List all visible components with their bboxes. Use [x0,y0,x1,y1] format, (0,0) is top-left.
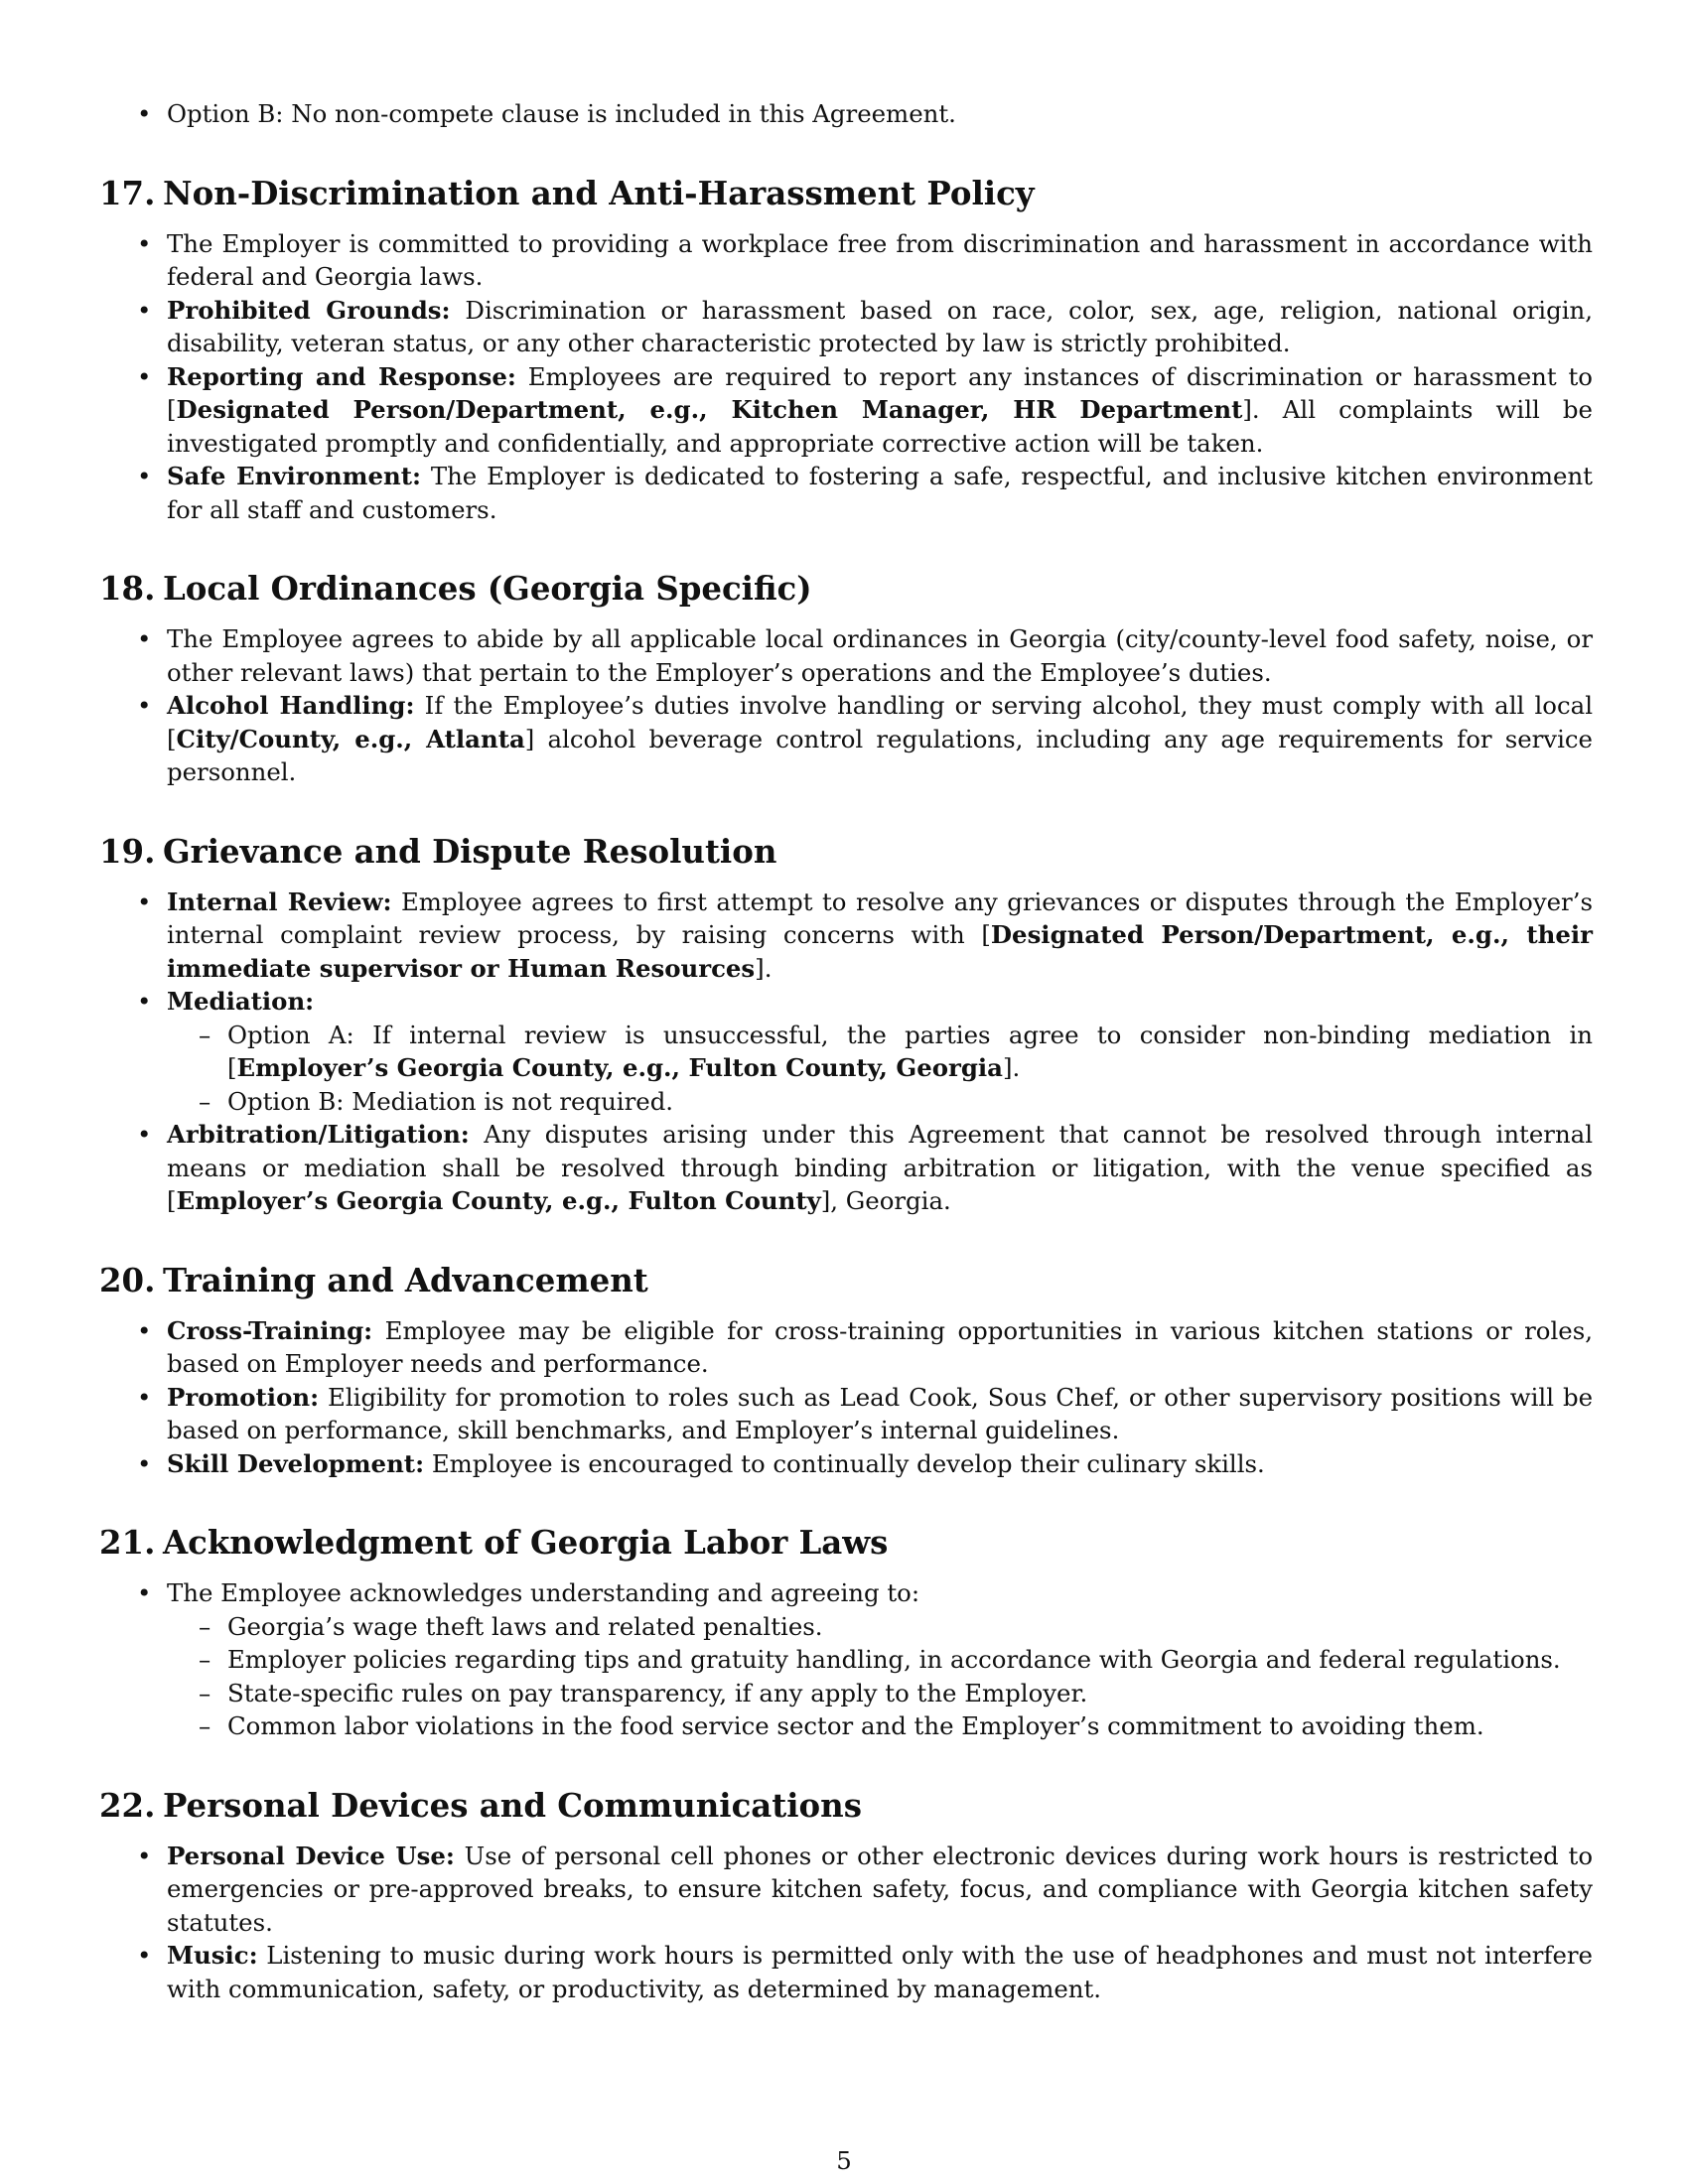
item-text: State-specific rules on pay transparency, if any apply to the Employer. [227,1678,1088,1707]
list-item [99,97,1593,131]
item-label: Music: [167,1941,258,1970]
section-title: Non-Discrimination and Anti-Harassment Policy [163,174,1035,212]
list-item [99,1939,1593,2005]
item-text: Discrimination or harassment based on race, color, sex, age, religion, national origin, disability, veteran status, or any other characteristic protected by law is strictly prohibited. [167,295,1593,357]
item-text: The Employer is committed to providing a workplace free from discrimination and harassment in accordance with federal and Georgia laws. [167,228,1593,291]
item-text: ], Georgia. [820,1186,951,1215]
sub-list-item [167,1643,1593,1677]
list-item [99,1447,1593,1481]
item-label: Reporting and Response: [167,361,516,391]
placeholder-text: City/County, e.g., Atlanta [176,724,525,753]
item-text: Employee agrees to first attempt to resolve any grievances or disputes through the Employer’s internal complaint review process, by raising concerns with [ [167,887,1593,949]
item-label: Mediation: [167,987,315,1016]
section-title: Local Ordinances (Georgia Specific) [163,570,812,608]
section-heading-18 [99,569,1593,609]
section-17-list [99,227,1593,527]
section-heading-22 [99,1786,1593,1826]
section-title: Grievance and Dispute Resolution [163,832,777,871]
section-title: Training and Advancement [163,1261,648,1299]
item-label: Skill Development: [167,1448,425,1478]
item-text: ] alcohol beverage control regulations, including any age requirements for service personnel. [167,724,1593,786]
item-text: Any disputes arising under this Agreement that cannot be resolved through internal means or mediation shall be resolved through binding arbitration or litigation, with the venue specified as [ [167,1120,1593,1215]
section-21-list [99,1576,1593,1743]
section-18-list [99,622,1593,789]
placeholder-text: Employer’s Georgia County, e.g., Fulton County [176,1186,821,1215]
item-text: ]. [1003,1053,1021,1082]
item-label: Prohibited Grounds: [167,295,451,325]
placeholder-text: Employer’s Georgia County, e.g., Fulton County, Georgia [236,1053,1003,1082]
item-text: Use of personal cell phones or other electronic devices during work hours is restricted to emergencies or pre-approved breaks, to ensure kitchen safety, focus, and compliance with Georgia kitchen safety statutes. [167,1841,1594,1937]
list-item [99,886,1593,986]
sub-list-item [167,1610,1593,1644]
item-text: If the Employee’s duties involve handling or serving alcohol, they must comply with all local [ [167,691,1593,753]
section-number: 18. [99,570,156,608]
section-heading-21 [99,1523,1593,1563]
section-heading-20 [99,1261,1593,1300]
sub-list-item [167,1677,1593,1710]
item-label: Cross-Training: [167,1315,373,1345]
sub-list-item [167,1709,1593,1743]
item-text: Option B: Mediation is not required. [227,1086,674,1116]
section-heading-19 [99,832,1593,872]
item-label: Internal Review: [167,887,392,916]
mediation-options-list [167,1019,1593,1119]
list-item [99,985,1593,1118]
item-text: ]. All complaints will be investigated promptly and confidentially, and appropriate corrective action will be taken. [167,395,1593,458]
list-item [99,1314,1593,1381]
item-text: Employees are required to report any instances of discrimination or harassment to [ [167,361,1593,424]
placeholder-text: Designated Person/Department, e.g., Kitchen Manager, HR Department [176,395,1243,424]
sub-list-item [167,1085,1593,1119]
list-item [99,294,1593,360]
item-text: ]. [755,953,773,983]
item-text: Georgia’s wage theft laws and related penalties. [227,1611,823,1641]
list-item [99,227,1593,294]
acknowledgment-sub-list [167,1610,1593,1743]
item-text: Listening to music during work hours is permitted only with the use of headphones and must not interfere with communication, safety, or productivity, as determined by management. [167,1941,1593,2003]
section-22-list [99,1840,1593,2006]
item-text: Common labor violations in the food service sector and the Employer’s commitment to avoiding them. [227,1711,1484,1740]
list-item [99,1576,1593,1743]
list-item [99,360,1593,461]
item-text: Eligibility for promotion to roles such as Lead Cook, Sous Chef, or other supervisory positions will be based on performance, skill benchmarks, and Employer’s internal guidelines. [167,1382,1593,1444]
item-text: The Employer is dedicated to fostering a safe, respectful, and inclusive kitchen environment for all staff and customers. [167,462,1593,524]
section-number: 17. [99,174,156,212]
section-19-list [99,886,1593,1218]
item-text: Employee is encouraged to continually develop their culinary skills. [424,1448,1265,1478]
section-number: 22. [99,1786,156,1825]
list-item [99,1118,1593,1218]
item-text: The Employee acknowledges understanding and agreeing to: [167,1578,920,1607]
item-label: Safe Environment: [167,462,421,490]
list-item [99,622,1593,689]
section-heading-17 [99,174,1593,213]
item-label: Arbitration/Litigation: [167,1120,470,1149]
section-20-list [99,1314,1593,1481]
list-item [99,1381,1593,1447]
document-page [99,97,1593,2005]
list-item [99,1840,1593,1940]
page-number: 5 [836,2146,852,2175]
sub-list-item [167,1019,1593,1085]
section-16-continuation-list [99,97,1593,131]
section-number: 19. [99,832,156,871]
section-title: Acknowledgment of Georgia Labor Laws [163,1524,889,1562]
section-number: 20. [99,1261,156,1299]
item-text: Option A: If internal review is unsuccessful, the parties agree to consider non-binding mediation in [ [227,1020,1593,1082]
section-title: Personal Devices and Communications [163,1786,862,1825]
list-item [99,689,1593,789]
placeholder-text: Designated Person/Department, e.g., their immediate supervisor or Human Resources [167,920,1593,983]
item-label: Alcohol Handling: [167,691,415,720]
list-item [99,460,1593,526]
item-text: Employer policies regarding tips and gratuity handling, in accordance with Georgia and federal regulations. [227,1645,1561,1674]
item-text: Employee may be eligible for cross-training opportunities in various kitchen stations or roles, based on Employer needs and performance. [167,1315,1593,1378]
section-number: 21. [99,1524,156,1562]
item-text: The Employee agrees to abide by all applicable local ordinances in Georgia (city/county-level food safety, noise, or other relevant laws) that pertain to the Employer’s operations and the Employee’s duties. [167,624,1593,687]
item-text: Option B: No non-compete clause is included in this Agreement. [167,99,956,128]
item-label: Personal Device Use: [167,1841,455,1870]
item-label: Promotion: [167,1382,320,1412]
